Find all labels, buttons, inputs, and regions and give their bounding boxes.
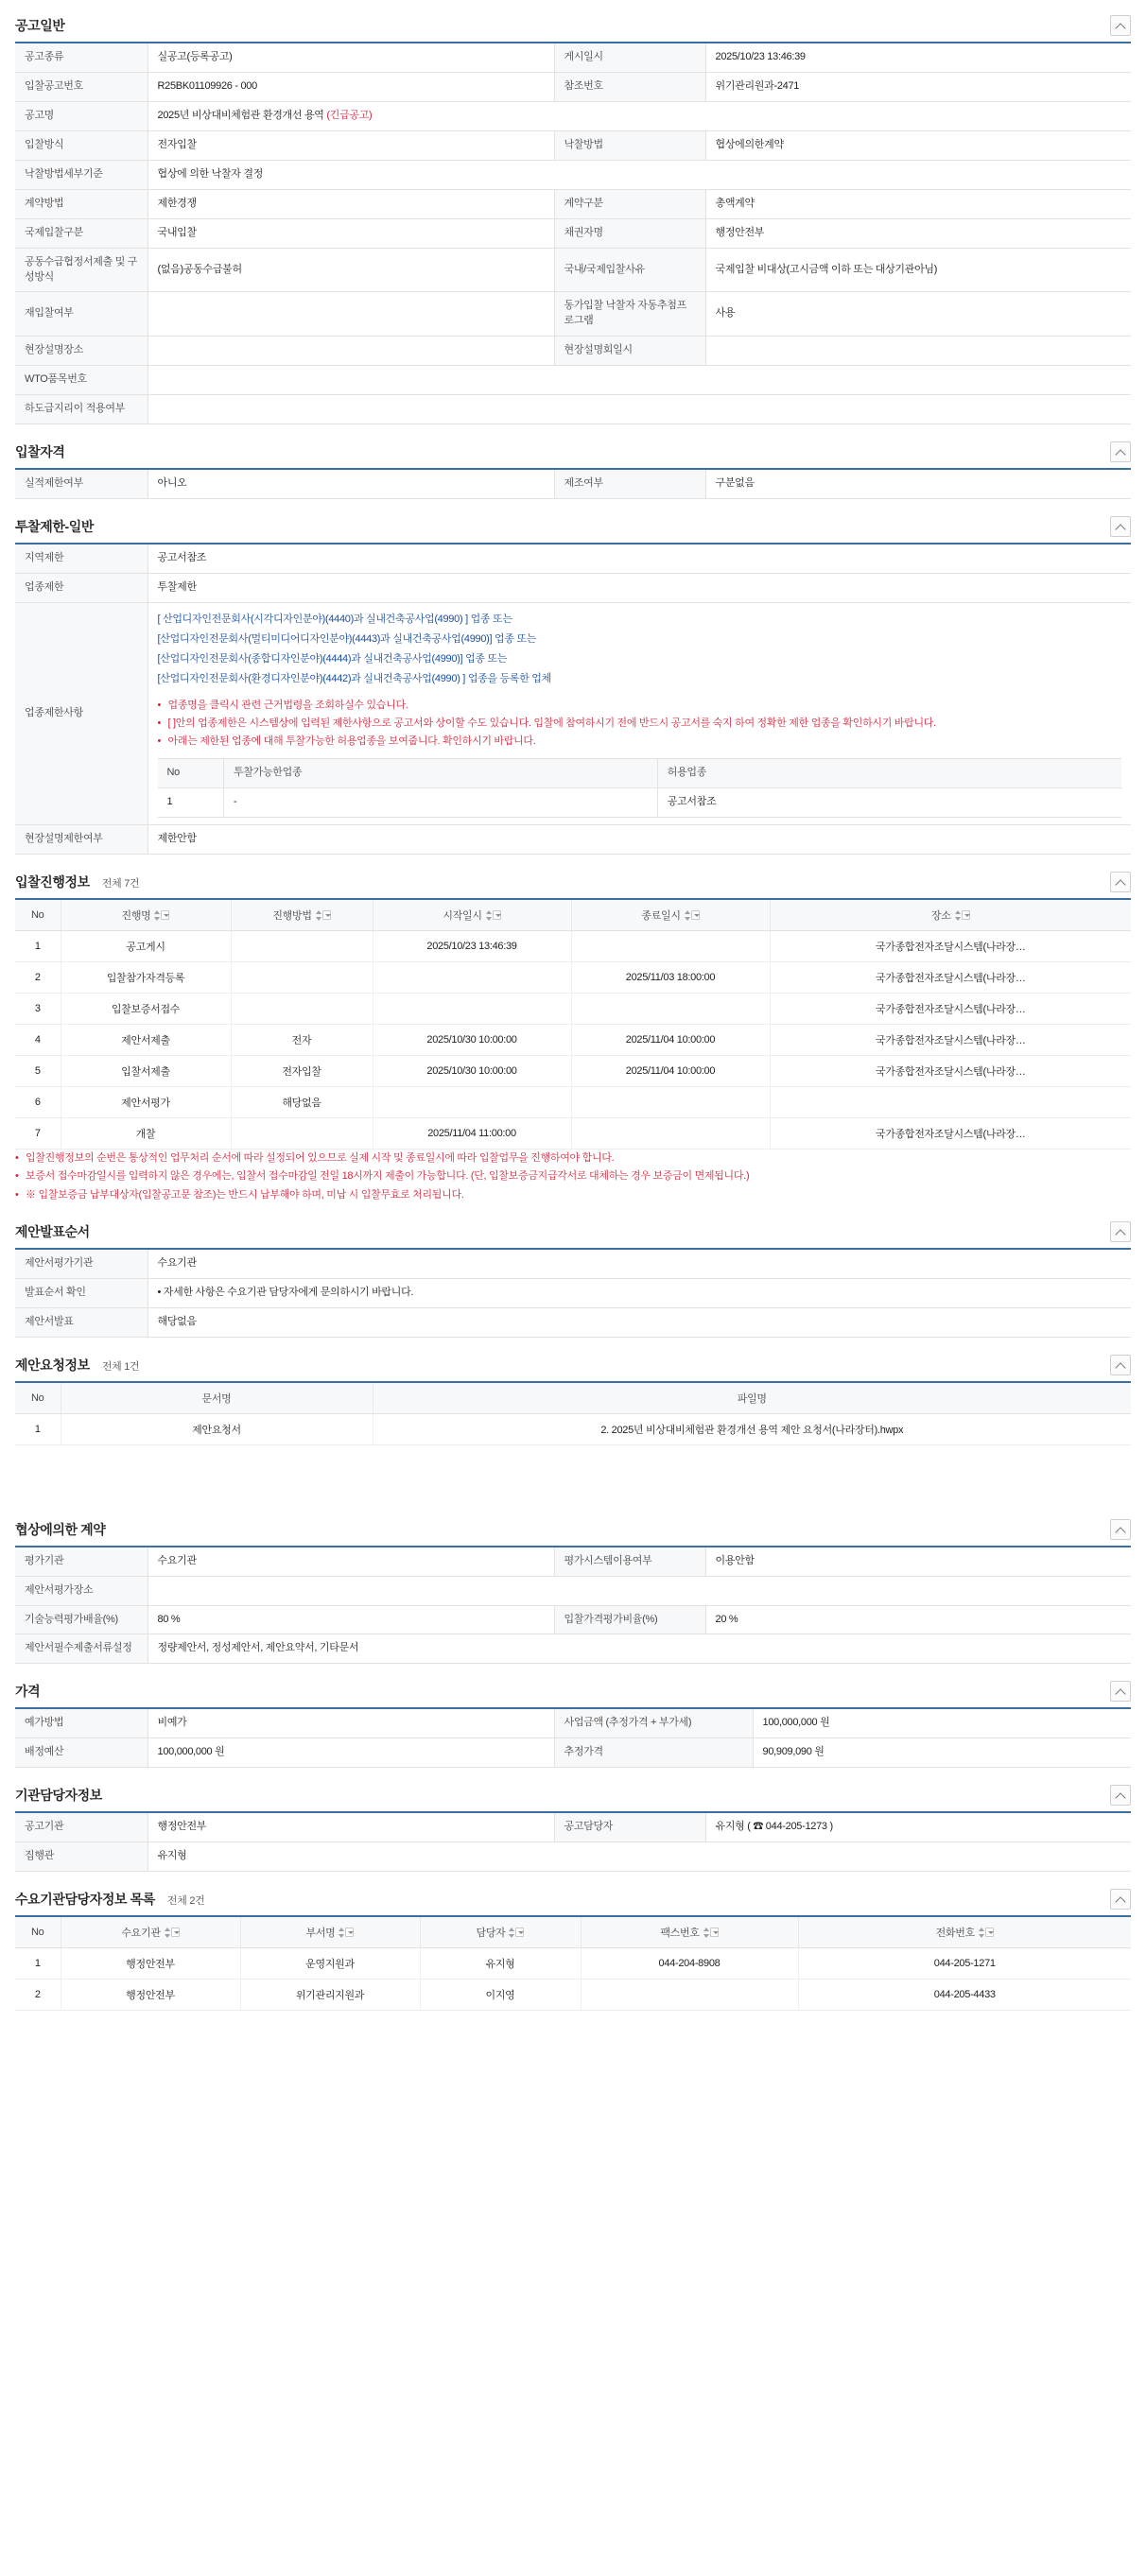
table-row (15, 1025, 1131, 1056)
label-notice-agency: 공고기관 (15, 1812, 148, 1841)
col-start-datetime[interactable]: 시작일시 (373, 899, 571, 931)
collapse-toggle-notice-general[interactable] (1110, 15, 1131, 36)
cell-progress-name: 개찰 (61, 1118, 231, 1150)
col-no: No (15, 1916, 61, 1948)
cell-progress-name: 입찰서제출 (61, 1056, 231, 1087)
cell-no: 2 (15, 962, 61, 994)
value-proposal-eval-agency: 수요기관 (148, 1249, 1131, 1278)
label-bid-notice-no: 입찰공고번호 (15, 72, 148, 101)
value-eval-agency: 수요기관 (148, 1547, 554, 1576)
table-proposal-order (15, 1248, 1131, 1338)
cell-progress-method (231, 931, 373, 962)
value-bid-notice-no: R25BK01109926 - 000 (148, 72, 554, 101)
table-row (15, 130, 1131, 160)
label-award-detail-standard: 낙찰방법세부기준 (15, 160, 148, 189)
cell-place: 국가종합전자조달시스템(나라장… (770, 994, 1131, 1025)
label-international-bid: 국제입찰구분 (15, 218, 148, 248)
cell-file-name[interactable]: 2. 2025년 비상대비체험관 환경개선 용역 제안 요청서(나라장터).hwpx (373, 1413, 1131, 1444)
collapse-toggle-negotiated-contract[interactable] (1110, 1519, 1131, 1540)
value-subcontract-apply (148, 395, 1131, 424)
industry-restriction-notes (158, 697, 1122, 752)
section-title-proposal-request: 제안요청정보 (15, 1357, 90, 1373)
table-header-row (15, 1916, 1131, 1948)
label-industry-restriction-detail: 업종제한사항 (15, 602, 148, 824)
table-row (15, 825, 1131, 855)
table-row (15, 1118, 1131, 1150)
label-proposal-eval-place: 제안서평가장소 (15, 1576, 148, 1605)
value-proposal-eval-place (148, 1576, 1131, 1605)
section-title-negotiated-contract: 협상에의한 계약 (15, 1521, 106, 1537)
label-executor: 집행관 (15, 1842, 148, 1872)
table-row (15, 1980, 1131, 2011)
col-tel[interactable]: 전화번호 (798, 1916, 1131, 1948)
section-header-bid-restriction (15, 516, 1131, 537)
collapse-toggle-agency-contact[interactable] (1110, 1785, 1131, 1806)
table-row (15, 1812, 1131, 1841)
value-presentation-order-confirm: • 자세한 사항은 수요기관 담당자에게 문의하시기 바랍니다. (148, 1278, 1131, 1307)
label-eval-agency: 평가기관 (15, 1547, 148, 1576)
table-row (15, 160, 1131, 189)
col-allowed-bid-industry: 투찰가능한업종 (224, 759, 658, 788)
cell-start-datetime: 2025/10/23 13:46:39 (373, 931, 571, 962)
cell-end-datetime (571, 994, 770, 1025)
value-award-method: 협상에의한계약 (705, 130, 1131, 160)
table-allowed-industries (158, 758, 1122, 818)
value-estimate-method: 비예가 (148, 1708, 554, 1738)
value-bid-method: 전자입찰 (148, 130, 554, 160)
table-row (15, 101, 1131, 130)
section-header-proposal-request (15, 1355, 1131, 1375)
cell-person: 이지영 (420, 1980, 581, 2011)
sort-icon[interactable] (339, 1928, 354, 1938)
label-bid-scope-reason: 국내/국제입찰사유 (554, 248, 705, 292)
note-item: • ※ 입찰보증금 납부대상자(입찰공고문 참조)는 반드시 납부해야 하며, 미납 시 입찰무효로 처리됩니다. (15, 1186, 1131, 1204)
table-row (15, 1948, 1131, 1980)
value-site-briefing-restriction: 제한안함 (148, 825, 1131, 855)
industry-code-line: [산업디자인전문회사(멀티미디어디자인분야)(4443)과 실내건축공사업(4990)] 업종 또는 (157, 632, 537, 645)
cell-progress-name: 제안서제출 (61, 1025, 231, 1056)
table-row (15, 1307, 1131, 1337)
table-row (15, 1087, 1131, 1118)
cell-progress-method: 해당없음 (231, 1087, 373, 1118)
note-item: • [ ]안의 업종제한은 시스템상에 입력된 제한사항으로 공고서와 상이할 수도 있습니다. 입찰에 참여하시기 전에 반드시 공고서를 숙지 하여 정확한 제한 업종을 확인하시기 바랍니다. (158, 715, 1122, 733)
col-document-name: 문서명 (61, 1382, 373, 1414)
section-count-demand-agency-contacts: 전체 2건 (166, 1895, 205, 1908)
label-site-briefing-restriction: 현장설명제한여부 (15, 825, 148, 855)
col-permitted-industry: 허용업종 (657, 759, 1121, 788)
value-price-eval-ratio: 20 % (705, 1605, 1131, 1634)
cell-department: 운영지원과 (240, 1948, 420, 1980)
cell-place (770, 1087, 1131, 1118)
value-wto-item-no (148, 366, 1131, 395)
value-manufacture-flag: 구분없음 (705, 469, 1131, 498)
label-site-briefing-datetime: 현장설명회일시 (554, 337, 705, 366)
label-post-datetime: 게시일시 (554, 43, 705, 72)
label-presentation-order-confirm: 발표순서 확인 (15, 1278, 148, 1307)
cell-place: 국가종합전자조달시스템(나라장… (770, 1056, 1131, 1087)
section-title-agency-contact: 기관담당자정보 (15, 1788, 102, 1804)
table-row (15, 292, 1131, 337)
cell-start-datetime (373, 962, 571, 994)
section-header-negotiated-contract (15, 1519, 1131, 1540)
cell-progress-method: 전자입찰 (231, 1056, 373, 1087)
section-title-progress: 입찰진행정보 (15, 874, 90, 890)
cell-start-datetime: 2025/11/04 11:00:00 (373, 1118, 571, 1150)
table-row (15, 962, 1131, 994)
table-row (15, 469, 1131, 498)
table-row (15, 1634, 1131, 1664)
label-region-restriction: 지역제한 (15, 544, 148, 573)
cell-fax: 044-204-8908 (581, 1948, 798, 1980)
section-title-notice-general: 공고일반 (15, 18, 65, 33)
cell-no: 3 (15, 994, 61, 1025)
table-row (15, 218, 1131, 248)
table-bid-restriction (15, 543, 1131, 855)
table-header-row (158, 759, 1122, 788)
section-title-bid-restriction: 투찰제한-일반 (15, 519, 95, 535)
industry-code-line: [산업디자인전문회사(종합디자인분야)(4444)과 실내건축공사업(4990)] 업종 또는 (157, 652, 508, 665)
table-notice-general (15, 42, 1131, 424)
value-international-bid: 국내입찰 (148, 218, 554, 248)
section-title-group-proposal-request (15, 1356, 139, 1374)
col-no: No (15, 1382, 61, 1414)
cell-no: 2 (15, 1980, 61, 2011)
value-bid-scope-reason: 국제입찰 비대상(고시금액 이하 또는 대상기관아님) (705, 248, 1131, 292)
table-price (15, 1707, 1131, 1768)
cell-progress-name: 공고게시 (61, 931, 231, 962)
label-notice-manager: 공고담당자 (554, 1812, 705, 1841)
table-row (15, 1708, 1131, 1738)
col-no: No (158, 759, 224, 788)
table-negotiated-contract (15, 1546, 1131, 1665)
label-price-eval-ratio: 입찰가격평가비율(%) (554, 1605, 705, 1634)
col-person[interactable]: 담당자 (420, 1916, 581, 1948)
value-site-briefing-datetime (705, 337, 1131, 366)
section-header-progress (15, 872, 1131, 892)
table-row (15, 43, 1131, 72)
table-row (15, 395, 1131, 424)
label-industry-restriction: 업종제한 (15, 574, 148, 603)
value-creditor-name: 행정안전부 (705, 218, 1131, 248)
section-title-proposal-order: 제안발표순서 (15, 1223, 90, 1239)
label-tech-eval-ratio: 기술능력평가배율(%) (15, 1605, 148, 1634)
cell-end-datetime (571, 1118, 770, 1150)
table-row (15, 1842, 1131, 1872)
cell-start-datetime: 2025/10/30 10:00:00 (373, 1056, 571, 1087)
label-eval-system-usage: 평가시스템이용여부 (554, 1547, 705, 1576)
collapse-toggle-price[interactable] (1110, 1681, 1131, 1702)
cell-no: 7 (15, 1118, 61, 1150)
cell-start-datetime (373, 994, 571, 1025)
sort-icon[interactable] (955, 910, 970, 921)
collapse-toggle-progress[interactable] (1110, 872, 1131, 892)
value-proposal-presentation: 해당없음 (148, 1307, 1131, 1337)
label-required-docs: 제안서필수제출서류설정 (15, 1634, 148, 1664)
label-auto-draw-program: 동가입찰 낙찰자 자동추첨프로그램 (554, 292, 705, 337)
col-no: No (15, 899, 61, 931)
value-notice-type: 실공고(등록공고) (148, 43, 554, 72)
sort-icon[interactable] (486, 910, 501, 921)
industry-codes-block (158, 610, 1122, 689)
table-row (15, 366, 1131, 395)
cell-person: 유지형 (420, 1948, 581, 1980)
cell-no: 1 (15, 1413, 61, 1444)
label-contract-method: 계약방법 (15, 189, 148, 218)
cell-end-datetime: 2025/11/04 10:00:00 (571, 1025, 770, 1056)
section-header-proposal-order (15, 1221, 1131, 1242)
value-auto-draw-program: 사용 (705, 292, 1131, 337)
value-reference-no: 위기관리원과-2471 (705, 72, 1131, 101)
section-header-price (15, 1681, 1131, 1702)
cell-progress-name: 입찰보증서접수 (61, 994, 231, 1025)
label-estimate-method: 예가방법 (15, 1708, 148, 1738)
cell-document-name: 제안요청서 (61, 1413, 373, 1444)
value-contract-type: 총액계약 (705, 189, 1131, 218)
cell-no: 1 (15, 1948, 61, 1980)
col-progress-method[interactable]: 진행방법 (231, 899, 373, 931)
cell-progress-method (231, 962, 373, 994)
cell-end-datetime: 2025/11/04 10:00:00 (571, 1056, 770, 1087)
table-header-row (15, 899, 1131, 931)
table-row (15, 544, 1131, 573)
cell-allowed-bid-industry: - (224, 788, 658, 818)
cell-tel: 044-205-1271 (798, 1948, 1131, 1980)
section-title-group-progress (15, 873, 139, 891)
spacer (15, 1445, 1131, 1502)
collapse-toggle-bid-qualification[interactable] (1110, 441, 1131, 462)
table-row (15, 931, 1131, 962)
collapse-toggle-proposal-request[interactable] (1110, 1355, 1131, 1375)
value-notice-name (148, 101, 1131, 130)
cell-demand-agency: 행정안전부 (61, 1948, 240, 1980)
value-contract-method: 제한경쟁 (148, 189, 554, 218)
value-executor: 유지형 (148, 1842, 1131, 1872)
table-proposal-request (15, 1381, 1131, 1445)
table-row (15, 994, 1131, 1025)
table-row (15, 189, 1131, 218)
label-notice-type: 공고종류 (15, 43, 148, 72)
cell-department: 위기관리지원과 (240, 1980, 420, 2011)
table-bid-qualification (15, 468, 1131, 499)
value-region-restriction: 공고서참조 (148, 544, 1131, 573)
label-project-amount: 사업금액 (추정가격 + 부가세) (554, 1708, 753, 1738)
cell-end-datetime (571, 931, 770, 962)
cell-end-datetime: 2025/11/03 18:00:00 (571, 962, 770, 994)
table-row (158, 788, 1122, 818)
sort-icon[interactable] (165, 1928, 180, 1938)
label-award-method: 낙찰방법 (554, 130, 705, 160)
cell-no: 4 (15, 1025, 61, 1056)
sort-icon[interactable] (509, 1928, 524, 1938)
col-progress-name[interactable]: 진행명 (61, 899, 231, 931)
cell-place: 국가종합전자조달시스템(나라장… (770, 1118, 1131, 1150)
cell-start-datetime: 2025/10/30 10:00:00 (373, 1025, 571, 1056)
sort-icon[interactable] (316, 910, 331, 921)
table-row (15, 1278, 1131, 1307)
cell-progress-method (231, 994, 373, 1025)
cell-demand-agency: 행정안전부 (61, 1980, 240, 2011)
label-wto-item-no: WTO품목번호 (15, 366, 148, 395)
label-joint-agreement: 공동수급협정서제출 및 구성방식 (15, 248, 148, 292)
value-joint-agreement: (없음)공동수급불허 (148, 248, 554, 292)
cell-place: 국가종합전자조달시스템(나라장… (770, 962, 1131, 994)
value-post-datetime: 2025/10/23 13:46:39 (705, 43, 1131, 72)
value-industry-restriction-detail (148, 602, 1131, 824)
table-row (15, 602, 1131, 824)
section-header-notice-general (15, 15, 1131, 36)
cell-start-datetime (373, 1087, 571, 1118)
section-title-bid-qualification: 입찰자격 (15, 444, 65, 460)
cell-progress-method (231, 1118, 373, 1150)
notice-name-text: 2025년 비상대비체험관 환경개선 용역 (157, 109, 324, 121)
note-item: • 아래는 제한된 업종에 대해 투찰가능한 허용업종을 보여줍니다. 확인하시기 바랍니다. (158, 733, 1122, 751)
table-demand-agency-contacts (15, 1915, 1131, 2011)
label-allocated-budget: 배정예산 (15, 1738, 148, 1768)
label-proposal-eval-agency: 제안서평가기관 (15, 1249, 148, 1278)
cell-no: 1 (158, 788, 224, 818)
value-required-docs: 정량제안서, 정성제안서, 제안요약서, 기타문서 (148, 1634, 1131, 1664)
note-item: • 입찰진행정보의 순번은 통상적인 업무처리 순서에 따라 설정되어 있으므로 실제 시작 및 종료일시에 따라 입찰업무을 진행하여야 합니다. (15, 1150, 1131, 1167)
value-notice-agency: 행정안전부 (148, 1812, 554, 1841)
sort-icon[interactable] (154, 910, 169, 921)
cell-tel: 044-205-4433 (798, 1980, 1131, 2011)
label-estimated-price: 추정가격 (554, 1738, 753, 1768)
table-row (15, 1576, 1131, 1605)
cell-no: 6 (15, 1087, 61, 1118)
table-header-row (15, 1382, 1131, 1414)
section-header-bid-qualification (15, 441, 1131, 462)
table-row (15, 248, 1131, 292)
col-department[interactable]: 부서명 (240, 1916, 420, 1948)
table-agency-contact (15, 1811, 1131, 1872)
col-fax[interactable]: 팩스번호 (581, 1916, 798, 1948)
value-eval-system-usage: 이용안함 (705, 1547, 1131, 1576)
value-notice-manager: 유지형 ( ☎ 044-205-1273 ) (705, 1812, 1131, 1841)
label-reference-no: 참조번호 (554, 72, 705, 101)
cell-no: 5 (15, 1056, 61, 1087)
collapse-toggle-demand-agency-contacts[interactable] (1110, 1889, 1131, 1910)
cell-progress-name: 입찰참가자격등록 (61, 962, 231, 994)
col-end-datetime[interactable]: 종료일시 (571, 899, 770, 931)
progress-notes (15, 1150, 1131, 1204)
section-title-group-demand-agency-contacts (15, 1890, 204, 1909)
table-row (15, 1413, 1131, 1444)
value-tech-eval-ratio: 80 % (148, 1605, 554, 1634)
table-row (15, 1056, 1131, 1087)
sort-icon[interactable] (979, 1928, 994, 1938)
section-header-demand-agency-contacts (15, 1889, 1131, 1910)
col-file-name: 파일명 (373, 1382, 1131, 1414)
table-row (15, 337, 1131, 366)
collapse-toggle-bid-restriction[interactable] (1110, 516, 1131, 537)
cell-place: 국가종합전자조달시스템(나라장… (770, 931, 1131, 962)
section-header-agency-contact (15, 1785, 1131, 1806)
label-performance-restriction: 실적제한여부 (15, 469, 148, 498)
label-contract-type: 계약구분 (554, 189, 705, 218)
value-rebid (148, 292, 554, 337)
label-notice-name: 공고명 (15, 101, 148, 130)
table-row (15, 1738, 1131, 1768)
value-performance-restriction: 아니오 (148, 469, 554, 498)
col-demand-agency[interactable]: 수요기관 (61, 1916, 240, 1948)
section-count-proposal-request: 전체 1건 (101, 1360, 140, 1373)
label-proposal-presentation: 제안서발표 (15, 1307, 148, 1337)
sort-icon[interactable] (685, 910, 700, 921)
label-creditor-name: 채권자명 (554, 218, 705, 248)
table-row (15, 1249, 1131, 1278)
label-manufacture-flag: 제조여부 (554, 469, 705, 498)
value-project-amount: 100,000,000 원 (753, 1708, 1131, 1738)
table-row (15, 72, 1131, 101)
value-award-detail-standard: 협상에 의한 낙찰자 결정 (148, 160, 1131, 189)
col-place[interactable]: 장소 (770, 899, 1131, 931)
notice-urgent-badge: (긴급공고) (326, 109, 373, 121)
note-item: • 업종명을 클릭시 관련 근거법령을 조회하실수 있습니다. (158, 697, 1122, 715)
note-item: • 보증서 접수마감일시를 입력하지 않은 경우에는, 입찰서 접수마감일 전일 18시까지 제출이 가능합니다. (단, 입찰보증금지급각서로 대체하는 경우 보증금이 면제됩니다.) (15, 1167, 1131, 1185)
cell-fax (581, 1980, 798, 2011)
cell-permitted-industry: 공고서참조 (657, 788, 1121, 818)
collapse-toggle-proposal-order[interactable] (1110, 1221, 1131, 1242)
section-title-price: 가격 (15, 1684, 41, 1700)
industry-code-line: [ 산업디자인전문회사(시각디자인분야)(4440)과 실내건축공사업(4990) ] 업종 또는 (157, 613, 512, 625)
cell-end-datetime (571, 1087, 770, 1118)
section-count-progress: 전체 7건 (101, 878, 140, 890)
section-title-demand-agency-contacts: 수요기관담당자정보 목록 (15, 1892, 155, 1908)
cell-progress-method: 전자 (231, 1025, 373, 1056)
table-row (15, 1547, 1131, 1576)
cell-place: 국가종합전자조달시스템(나라장… (770, 1025, 1131, 1056)
value-site-briefing-place (148, 337, 554, 366)
label-rebid: 재입찰여부 (15, 292, 148, 337)
label-site-briefing-place: 현장설명장소 (15, 337, 148, 366)
table-progress (15, 898, 1131, 1150)
sort-icon[interactable] (703, 1928, 719, 1938)
table-row (15, 1605, 1131, 1634)
value-allocated-budget: 100,000,000 원 (148, 1738, 554, 1768)
table-row (15, 574, 1131, 603)
value-estimated-price: 90,909,090 원 (753, 1738, 1131, 1768)
value-industry-restriction: 투찰제한 (148, 574, 1131, 603)
industry-code-line: [산업디자인전문회사(환경디자인분야)(4442)과 실내건축공사업(4990) ] 업종을 등록한 업체 (157, 672, 551, 684)
label-bid-method: 입찰방식 (15, 130, 148, 160)
label-subcontract-apply: 하도급지리이 적용여부 (15, 395, 148, 424)
cell-no: 1 (15, 931, 61, 962)
cell-progress-name: 제안서평가 (61, 1087, 231, 1118)
